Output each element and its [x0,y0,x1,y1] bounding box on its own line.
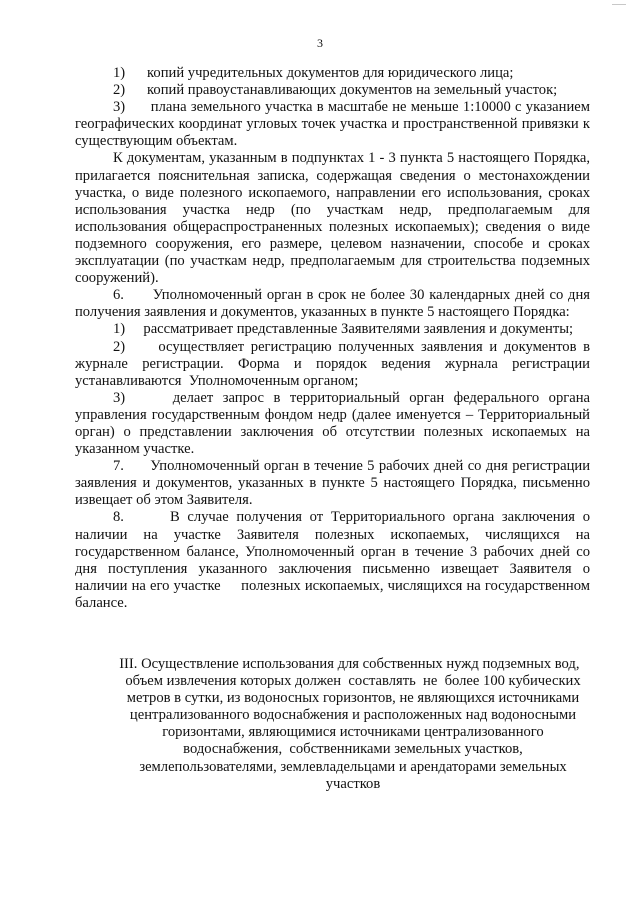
paragraph-6-item-2: 2) осуществляет регистрацию полученных заявления и документов в журнале регистрации. Форма и порядок ведения журнала регистрации устанавливаются Уполномоченным органом; [75,338,590,389]
section-heading-iii [118,656,588,793]
document-body [75,65,590,612]
page-number: 3 [317,36,323,50]
paragraph-7: 7. Уполномоченный орган в течение 5 рабочих дней со дня регистрации заявления и документов, указанных в пункте 5 настоящего Порядка, письменно извещает об этом Заявителя. [75,458,590,509]
paragraph-6-item-1: 1) рассматривает представленные Заявителями заявления и документы; [113,321,574,338]
list-item-3-site-plan: 3) плана земельного участка в масштабе не меньше 1:10000 с указанием географических координат угловых точек участка и пространственной привязки к существующим объектам. [75,99,590,150]
paragraph-6-item-3: 3) делает запрос в территориальный орган федерального органа управления государственным фондом недр (далее именуется – Территориальный орган) о представлении заключения об отсутствии полезных ископаемых на указанном участке. [75,389,590,458]
list-item-2-title-docs: 2) копий правоустанавливающих документов на земельный участок; [113,82,558,99]
paragraph-6: 6. Уполномоченный орган в срок не более 30 календарных дней со дня получения заявления и документов, указанных в пункте 5 настоящего Порядка: [75,287,590,321]
paragraph-8: 8. В случае получения от Территориального органа заключения о наличии на участке Заявителя полезных ископаемых, числящихся на государственном балансе, Уполномоченный орган в течение 3 рабочих дней со дня поступления указанного заключения письменно извещает Заявителя о наличии на его участке полезных ископаемых, числящихся на государственном балансе. [75,509,590,611]
paragraph-explanatory-note: К документам, указанным в подпунктах 1 - 3 пункта 5 настоящего Порядка, прилагается пояснительная записка, содержащая сведения о местонахождении участка, о виде полезного ископаемого, направлении его использования, сроках использования участка недр (по участкам недр, предполагаемым для использования общераспространенных полезных ископаемых); сведения о виде подземного сооружения, его размере, целевом назначении, способе и сроках эксплуатации (по участкам недр, предполагаемым для строительства подземных сооружений). [75,150,590,287]
scan-mark-top-right [612,4,626,5]
list-item-1-founding-docs: 1) копий учредительных документов для юридического лица; [113,65,514,81]
section-heading-text: III. Осуществление использования для собственных нужд подземных вод, объем извлечения которых должен составлять не более 100 кубических метров в сутки, из водоносных горизонтов, не являющихся источниками централизованного водоснабжения и расположенных над водоносными горизонтами, являющимися источниками централизованного водоснабжения, собственниками земельных участков, землепользователями, землевладельцами и арендаторами земельных участков [119,656,587,792]
